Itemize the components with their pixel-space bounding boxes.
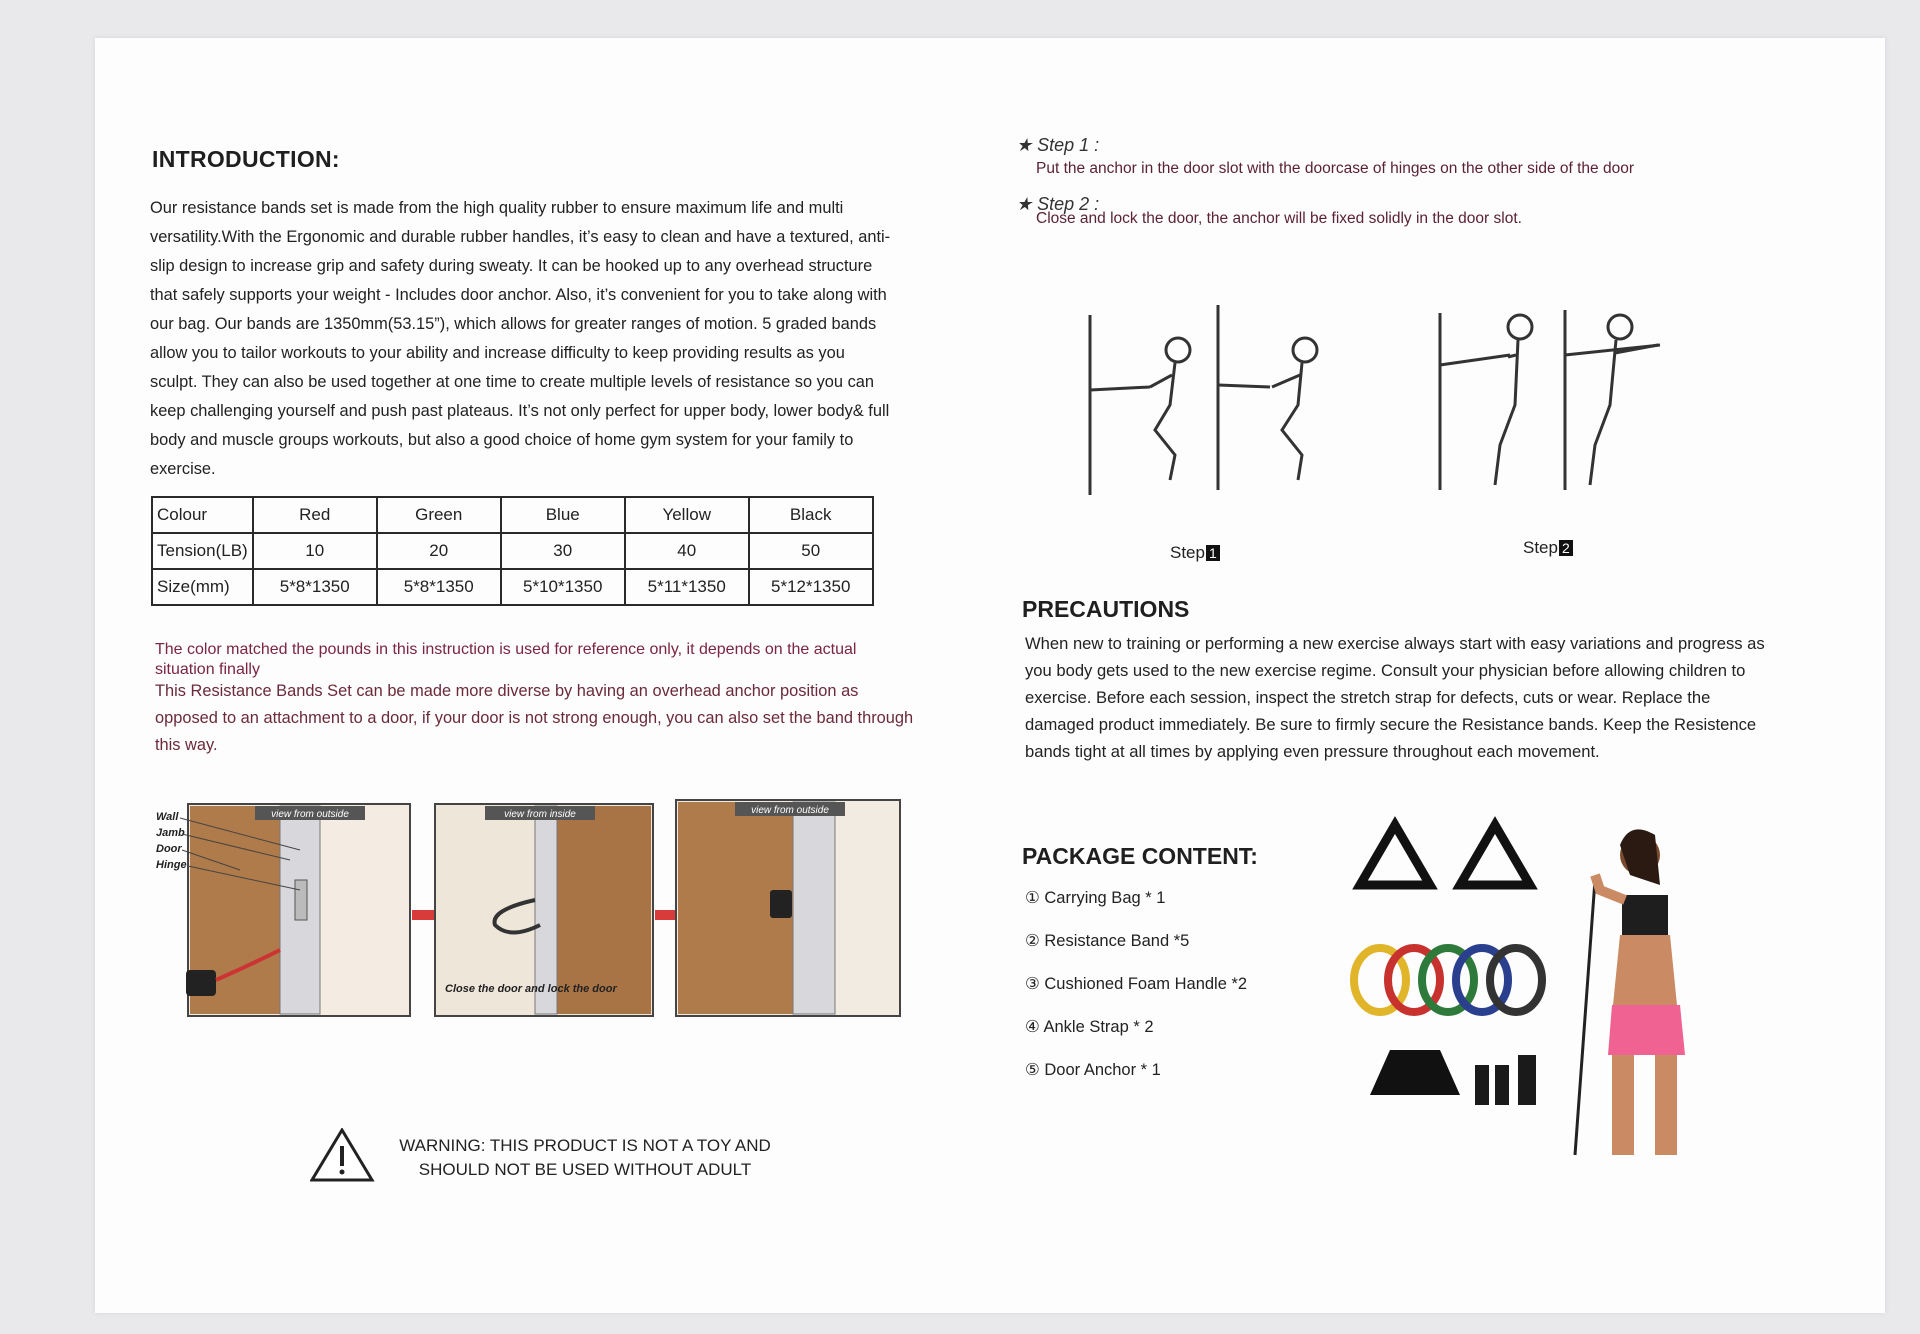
precautions-title: PRECAUTIONS bbox=[1022, 596, 1190, 622]
warning-line: WARNING: THIS PRODUCT IS NOT A TOY AND bbox=[399, 1136, 771, 1155]
package-content-title: PACKAGE CONTENT: bbox=[1022, 843, 1258, 869]
step-2-label bbox=[1523, 538, 1573, 558]
handle-icon bbox=[1360, 825, 1430, 885]
table-cell: 50 bbox=[749, 533, 873, 569]
introduction-body: Our resistance bands set is made from the high quality rubber to ensure maximum life and multi versatility.With the Ergonomic and durable rubber handles, it’s easy to clean and have a textured, anti-slip design to increase grip and safety during sweaty. It can be hooked up to any overhead structure that safely supports your weight - Includes door anchor. Also, it’s convenient for you to take along with our bag. Our bands are 1350mm(53.15”), which allows for greater ranges of motion. 5 graded bands allow you to tailor workouts to your ability and increase difficulty to keep providing results as you sculpt. They can also be used together at one time to create multiple levels of resistance so you can keep challenging yourself and push past plateaus. It’s not only perfect for upper body, lower body& full body and muscle groups workouts, but also a good choice of home gym system for your family to exercise. bbox=[150, 199, 891, 478]
table-cell: Size(mm) bbox=[152, 569, 253, 605]
carrying-bag-icon bbox=[1370, 1050, 1460, 1095]
step-2-text: Close and lock the door, the anchor will be fixed solidly in the door slot. bbox=[1036, 210, 1522, 227]
step-number-badge: 2 bbox=[1559, 540, 1573, 556]
table-cell: 5*12*1350 bbox=[749, 569, 873, 605]
step-word: Step bbox=[1170, 543, 1205, 562]
warning-text bbox=[375, 1134, 795, 1182]
step-1-figure bbox=[1090, 305, 1317, 495]
table-cell: 5*10*1350 bbox=[501, 569, 625, 605]
table-cell: 20 bbox=[377, 533, 501, 569]
step-1-heading: ★ Step 1 : bbox=[1016, 135, 1100, 155]
step-2-heading: ★ Step 2 : bbox=[1016, 194, 1100, 214]
color-note: The color matched the pounds in this instruction is used for reference only, it depends on the actual situation finally bbox=[155, 641, 857, 678]
resistance-bands bbox=[1354, 948, 1542, 1012]
table-cell: 10 bbox=[253, 533, 377, 569]
label-wall: Wall bbox=[156, 811, 179, 823]
table-cell: Red bbox=[253, 497, 377, 533]
label-hinge: Hinge bbox=[156, 859, 187, 871]
table-row bbox=[152, 533, 873, 569]
door-anchor-illustration bbox=[150, 790, 910, 1030]
package-item: ③ Cushioned Foam Handle *2 bbox=[1025, 975, 1248, 993]
precautions-body: When new to training or performing a new exercise always start with easy variations and progress as you body gets used to the new exercise regime. Consult your physician before allowing children to exercise. Before each session, inspect the stretch strap for defects, cuts or wear. Replace the damaged product immediately. Be sure to firmly secure the Resistance bands. Keep the Resistence bands tight at all times by applying even pressure throughout each movement. bbox=[1025, 634, 1765, 761]
panel-caption: view from inside bbox=[504, 809, 576, 820]
warning-line: SHOULD NOT BE USED WITHOUT ADULT bbox=[418, 1160, 752, 1179]
table-cell: Colour bbox=[152, 497, 253, 533]
step-word: Step bbox=[1523, 538, 1558, 557]
table-cell: 5*8*1350 bbox=[253, 569, 377, 605]
table-cell: Black bbox=[749, 497, 873, 533]
table-row bbox=[152, 497, 873, 533]
table-cell: 5*8*1350 bbox=[377, 569, 501, 605]
panel-caption: view from outside bbox=[751, 805, 829, 816]
ankle-strap-icon bbox=[1495, 1065, 1509, 1105]
package-item: ④ Ankle Strap * 2 bbox=[1025, 1018, 1154, 1036]
table-cell: Tension(LB) bbox=[152, 533, 253, 569]
label-door: Door bbox=[156, 843, 182, 855]
table-cell: 30 bbox=[501, 533, 625, 569]
product-photo bbox=[1350, 805, 1700, 1165]
door-jamb bbox=[793, 802, 835, 1014]
package-item: ⑤ Door Anchor * 1 bbox=[1025, 1061, 1161, 1079]
exercise-figures bbox=[1060, 295, 1720, 515]
hinge bbox=[295, 880, 307, 920]
introduction-title: INTRODUCTION: bbox=[152, 146, 340, 172]
table-cell: 5*11*1350 bbox=[625, 569, 749, 605]
package-item: ② Resistance Band *5 bbox=[1025, 932, 1190, 950]
step-number-badge: 1 bbox=[1206, 545, 1220, 561]
handle-icon bbox=[1460, 825, 1530, 885]
close-door-text: Close the door and lock the door bbox=[445, 983, 617, 995]
table-cell: Blue bbox=[501, 497, 625, 533]
step-1-text: Put the anchor in the door slot with the doorcase of hinges on the other side of the door bbox=[1036, 160, 1634, 177]
door-anchor-icon bbox=[1518, 1055, 1536, 1105]
table-row bbox=[152, 569, 873, 605]
table-cell: Green bbox=[377, 497, 501, 533]
door-anchor-icon bbox=[186, 970, 216, 996]
ankle-strap-icon bbox=[1475, 1065, 1489, 1105]
panel-caption: view from outside bbox=[271, 809, 349, 820]
model-figure bbox=[1575, 829, 1685, 1155]
step-1-label bbox=[1170, 543, 1220, 563]
door-anchor-icon bbox=[770, 890, 792, 918]
band-ring bbox=[1490, 948, 1542, 1012]
table-cell: Yellow bbox=[625, 497, 749, 533]
step-2-figure bbox=[1440, 310, 1660, 490]
anchor-note: This Resistance Bands Set can be made more diverse by having an overhead anchor position as opposed to an attachment to a door, if your door is not strong enough, you can also set the band through this way. bbox=[155, 682, 914, 754]
band-spec-table bbox=[151, 496, 874, 606]
table-cell: 40 bbox=[625, 533, 749, 569]
package-item: ① Carrying Bag * 1 bbox=[1025, 889, 1166, 907]
label-jamb: Jamb bbox=[156, 827, 185, 839]
